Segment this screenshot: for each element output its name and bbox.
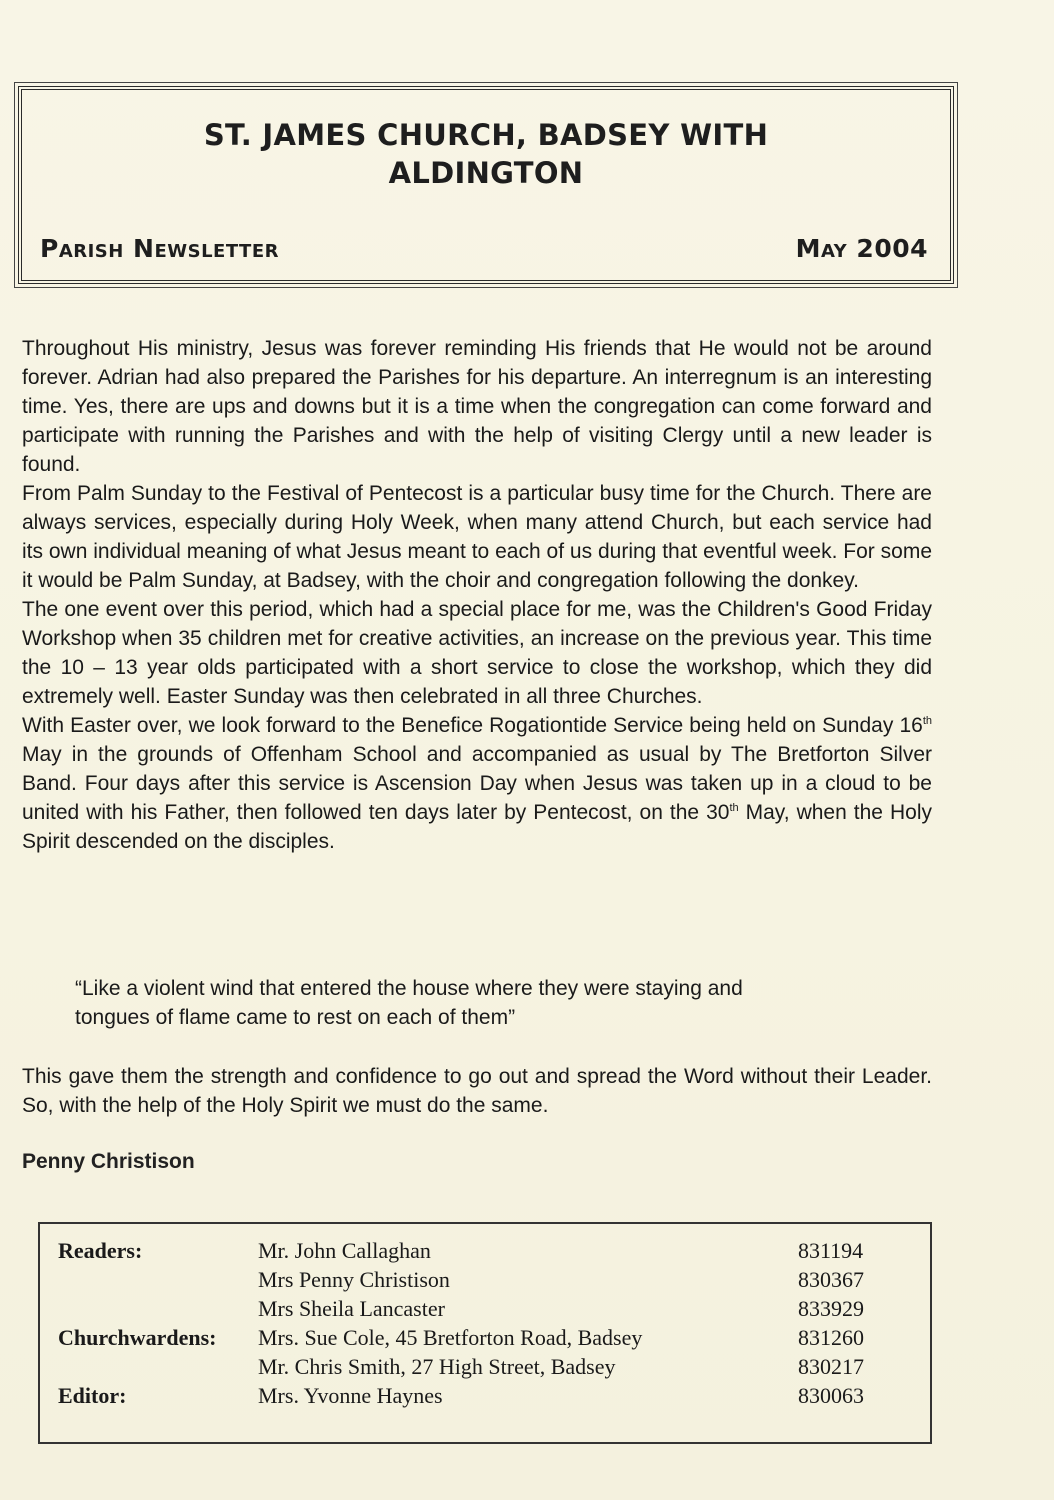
contact-phone: 831194 <box>798 1238 864 1263</box>
contact-role: Editor: <box>58 1383 127 1408</box>
contact-phone: 830217 <box>798 1354 864 1379</box>
table-row <box>58 1236 918 1265</box>
contact-role <box>58 1294 258 1323</box>
contact-name: Mr. John Callaghan <box>258 1238 431 1263</box>
contact-name: Mrs Penny Christison <box>258 1267 450 1292</box>
table-row <box>58 1323 918 1352</box>
scripture-quote <box>75 974 915 1032</box>
newsletter-label: Parish Newsletter <box>40 234 279 263</box>
text-segment: With Easter over, we look forward to the Benefice Rogationtide Service being held on Sunday 16 <box>22 714 923 737</box>
contact-name: Mrs. Sue Cole, 45 Bretforton Road, Badsey <box>258 1325 643 1350</box>
article-paragraph: The one event over this period, which had a special place for me, was the Children's Good Friday Workshop when 35 children met for creative activities, an increase on the previous year. This time the 10 – 13 year olds participated with a short service to close the workshop, which they did extremely well. Easter Sunday was then celebrated in all three Churches. <box>22 598 932 708</box>
article-body <box>22 334 932 856</box>
masthead-box <box>18 86 954 284</box>
contact-name: Mrs Sheila Lancaster <box>258 1296 445 1321</box>
contact-phone: 831260 <box>798 1325 864 1350</box>
church-title <box>22 116 950 192</box>
text-segment: May, when the Holy Spirit descended on the disciples. <box>22 801 932 853</box>
contact-role <box>58 1265 258 1294</box>
table-row <box>58 1352 918 1381</box>
contacts-box <box>38 1222 932 1444</box>
closing-paragraph: This gave them the strength and confidence to go out and spread the Word without their Leader. So, with the help of the Holy Spirit we must do the same. <box>22 1065 932 1117</box>
church-title-line2: ALDINGTON <box>388 156 584 190</box>
contact-role: Churchwardens: <box>58 1325 217 1350</box>
masthead-subline <box>22 228 950 274</box>
contact-name: Mr. Chris Smith, 27 High Street, Badsey <box>258 1354 616 1379</box>
article-paragraph-rogationtide <box>22 711 932 856</box>
contacts-table <box>58 1236 918 1410</box>
table-row <box>58 1265 918 1294</box>
contact-role: Readers: <box>58 1238 143 1263</box>
contact-name: Mrs. Yvonne Haynes <box>258 1383 443 1408</box>
contact-phone: 833929 <box>798 1296 864 1321</box>
text-segment: May in the grounds of Offenham School and accompanied as usual by The Bretforton Silver Band. Four days after this service is Ascension Day when Jesus was taken up in a cloud to be united with his Father, then followed ten days later by Pentecost, on the 30 <box>22 743 932 824</box>
contact-phone: 830367 <box>798 1267 864 1292</box>
table-row <box>58 1381 918 1410</box>
article-paragraph: From Palm Sunday to the Festival of Pentecost is a particular busy time for the Church. There are always services, especially during Holy Week, when many attend Church, but each service had its own individual meaning of what Jesus meant to each of us during that eventful week. For some it would be Palm Sunday, at Badsey, with the choir and congregation following the donkey. <box>22 482 932 592</box>
table-row <box>58 1294 918 1323</box>
quote-line: tongues of flame came to rest on each of them” <box>75 1006 516 1029</box>
contact-role <box>58 1352 258 1381</box>
article-paragraph: Throughout His ministry, Jesus was forever reminding His friends that He would not be around forever. Adrian had also prepared the Parishes for his departure. An interregnum is an interesting time. Yes, there are ups and downs but it is a time when the congregation can come forward and participate with running the Parishes and with the help of visiting Clergy until a new leader is found. <box>22 337 932 476</box>
church-title-line1: ST. JAMES CHURCH, BADSEY WITH <box>203 118 769 152</box>
issue-date: May 2004 <box>795 234 928 263</box>
ordinal-suffix: th <box>922 715 932 727</box>
ordinal-suffix: th <box>729 802 739 814</box>
quote-line: “Like a violent wind that entered the house where they were staying and <box>75 977 743 1000</box>
contact-phone: 830063 <box>798 1383 864 1408</box>
author-signature: Penny Christison <box>22 1150 195 1173</box>
